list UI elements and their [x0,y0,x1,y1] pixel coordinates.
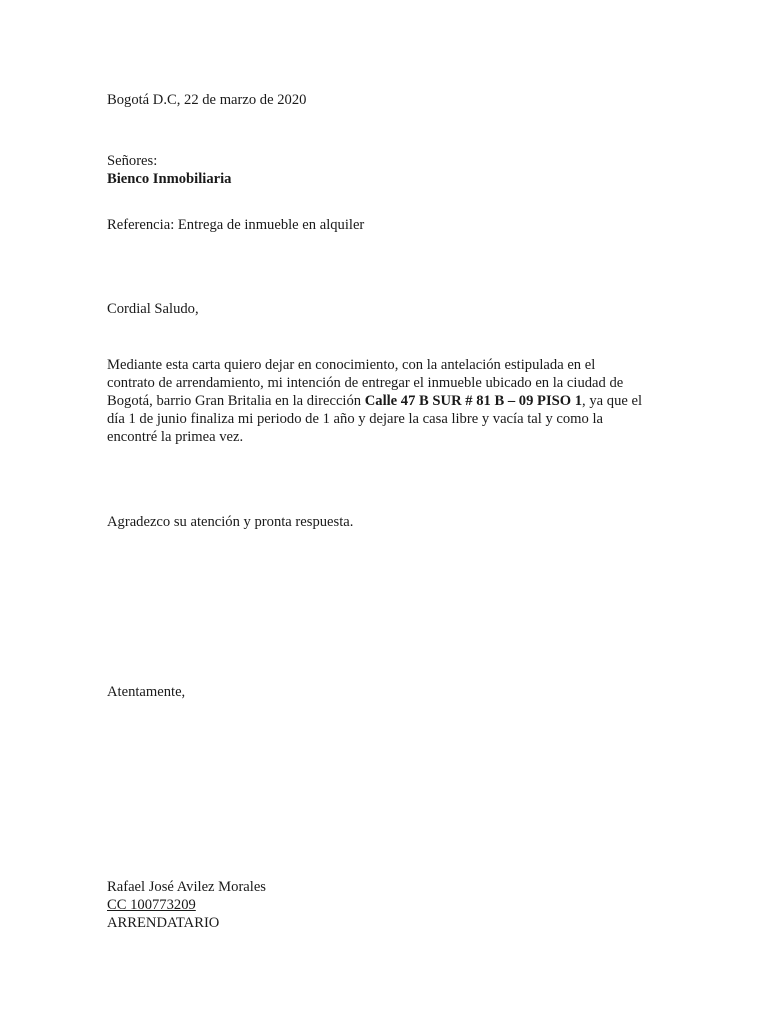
date-line: Bogotá D.C, 22 de marzo de 2020 [107,92,307,108]
body-text: Bogotá, barrio Gran Britalia en la dirección [107,393,365,409]
body-line: Mediante esta carta quiero dejar en conocimiento, con la antelación estipulada en el [107,357,596,373]
greeting: Cordial Saludo, [107,301,199,317]
address: Calle 47 B SUR # 81 B – 09 PISO 1 [364,393,583,409]
body-line: encontré la primea vez. [107,429,244,445]
body-text: , ya que el [582,393,643,409]
signer-id: CC 100773209 [107,897,196,913]
recipient-salutation: Señores: [107,153,158,169]
body-text: contrato de arrendamiento, mi intención de entregar el inmueble ubicado en la ciudad de [107,375,624,391]
body-line: día 1 de junio finaliza mi periodo de 1 año y dejare la casa libre y vacía tal y como la [107,411,603,427]
reference-line: Referencia: Entrega de inmueble en alquiler [107,217,365,233]
body-paragraph [107,356,642,446]
signer-name: Rafael José Avilez Morales [107,879,266,895]
body-line [107,392,642,410]
signer-role: ARRENDATARIO [107,915,220,931]
body-line [107,374,642,392]
recipient-name: Bienco Inmobiliaria [107,171,232,187]
closing: Atentamente, [107,684,186,700]
thanks-line: Agradezco su atención y pronta respuesta. [107,514,354,530]
